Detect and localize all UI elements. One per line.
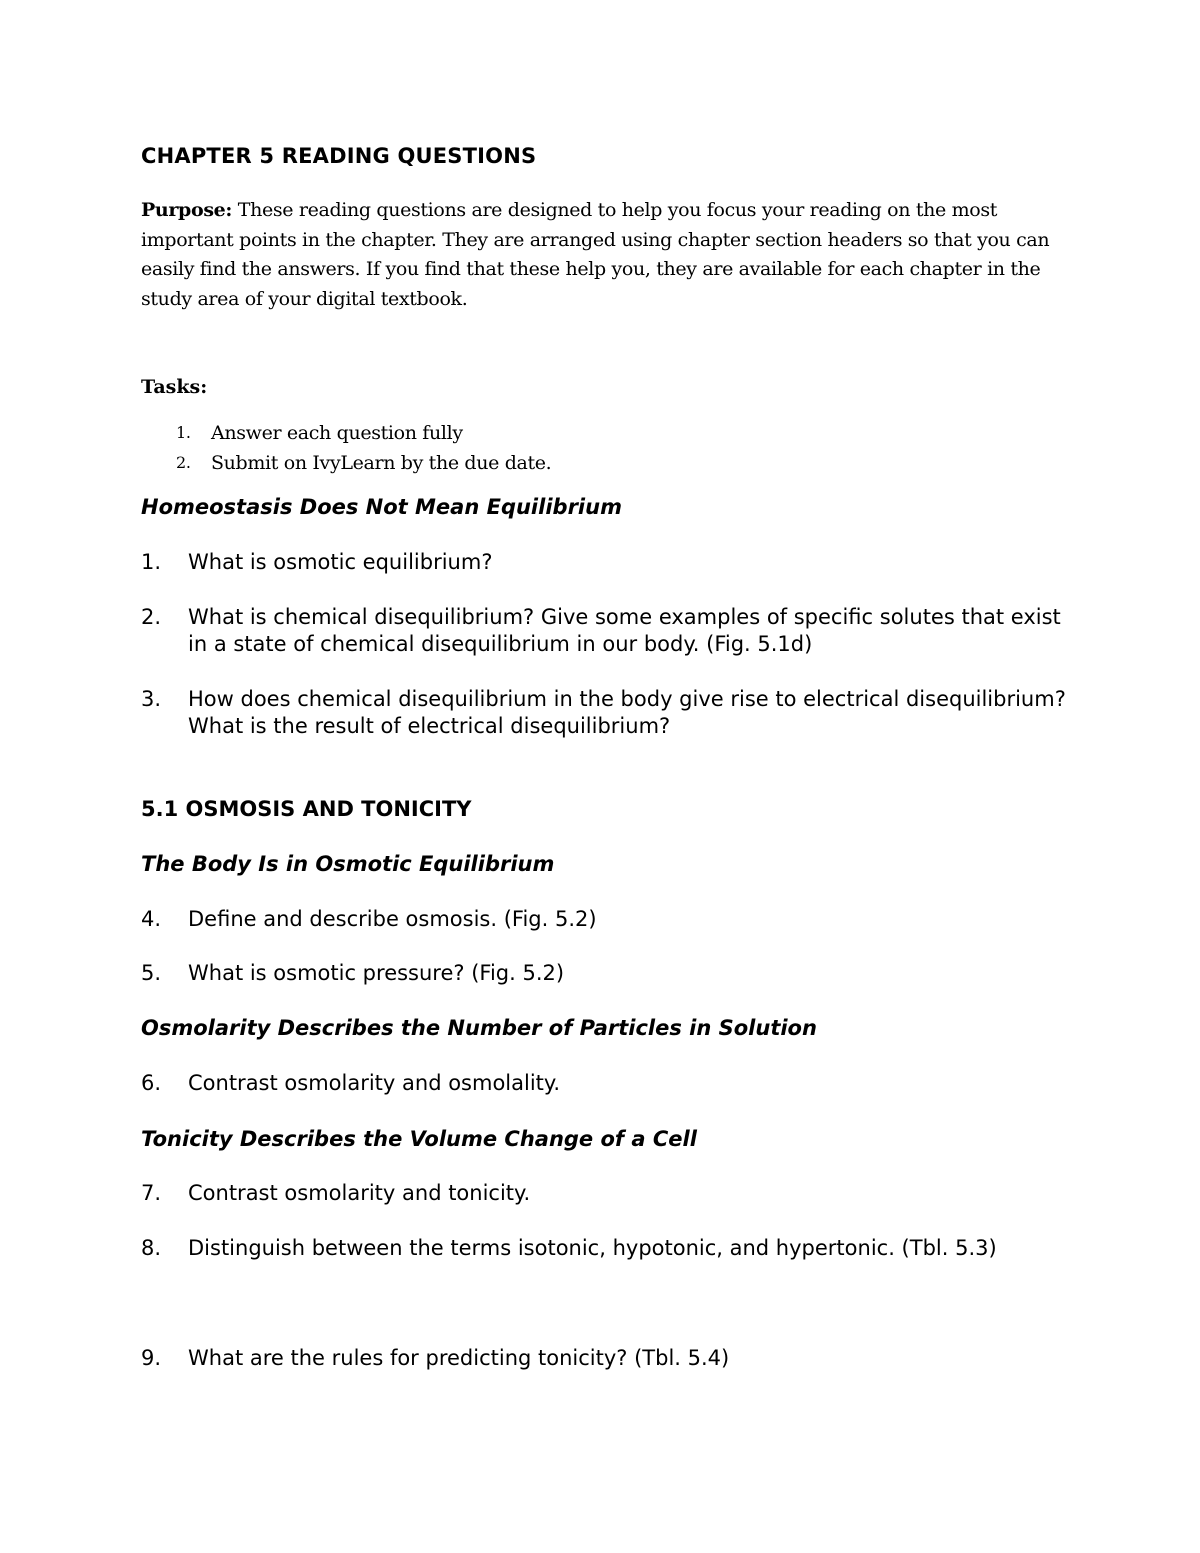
question-6 (141, 1070, 1071, 1097)
question-text: How does chemical disequilibrium in the body give rise to electrical disequilibrium? What is the result of electrical disequilibrium? (188, 687, 1066, 738)
question-number: 3. (141, 687, 162, 711)
question-4 (141, 906, 1071, 933)
question-number: 2. (141, 605, 162, 629)
purpose-text: These reading questions are designed to help you focus your reading on the most important points in the chapter. They are arranged using chapter section headers so that you can easily find the answers. If you find that these help you, they are available for each chapter in the study area of your digital textbook. (141, 199, 1050, 310)
question-number: 9. (141, 1346, 162, 1370)
chapter-heading-5-1: 5.1 OSMOSIS AND TONICITY (141, 797, 472, 821)
question-text: Contrast osmolarity and osmolality. (188, 1071, 561, 1095)
tasks-label: Tasks: (141, 376, 208, 398)
tasks-list (141, 418, 551, 478)
question-text: Contrast osmolarity and tonicity. (188, 1181, 531, 1205)
question-3 (141, 686, 1071, 740)
question-number: 6. (141, 1071, 162, 1095)
question-text: What are the rules for predicting tonicity? (Tbl. 5.4) (188, 1346, 730, 1370)
question-2 (141, 604, 1071, 658)
section-heading-homeostasis: Homeostasis Does Not Mean Equilibrium (141, 495, 622, 519)
question-number: 8. (141, 1236, 162, 1260)
section-heading-osmolarity: Osmolarity Describes the Number of Particles in Solution (141, 1016, 817, 1040)
task-text: Submit on IvyLearn by the due date. (211, 452, 552, 474)
task-number: 2. (176, 453, 191, 472)
question-text: What is osmotic equilibrium? (188, 550, 493, 574)
question-1 (141, 549, 1071, 576)
question-text: Distinguish between the terms isotonic, hypotonic, and hypertonic. (Tbl. 5.3) (188, 1236, 997, 1260)
task-item (141, 448, 551, 478)
purpose-label: Purpose: (141, 199, 233, 221)
task-number: 1. (176, 423, 191, 442)
task-item (141, 418, 551, 448)
question-number: 5. (141, 961, 162, 985)
question-5 (141, 960, 1071, 987)
page-title: CHAPTER 5 READING QUESTIONS (141, 144, 537, 168)
task-text: Answer each question fully (211, 422, 463, 444)
question-number: 7. (141, 1181, 162, 1205)
question-text: What is chemical disequilibrium? Give some examples of specific solutes that exist in a state of chemical disequilibrium in our body. (Fig. 5.1d) (188, 605, 1061, 656)
question-7 (141, 1180, 1071, 1207)
purpose-paragraph (141, 196, 1071, 314)
question-text: What is osmotic pressure? (Fig. 5.2) (188, 961, 565, 985)
section-heading-osmotic-equilibrium: The Body Is in Osmotic Equilibrium (141, 852, 555, 876)
section-heading-tonicity: Tonicity Describes the Volume Change of a Cell (141, 1127, 697, 1151)
question-number: 4. (141, 907, 162, 931)
question-9 (141, 1345, 1071, 1372)
question-text: Define and describe osmosis. (Fig. 5.2) (188, 907, 597, 931)
question-number: 1. (141, 550, 162, 574)
question-8 (141, 1221, 1071, 1276)
